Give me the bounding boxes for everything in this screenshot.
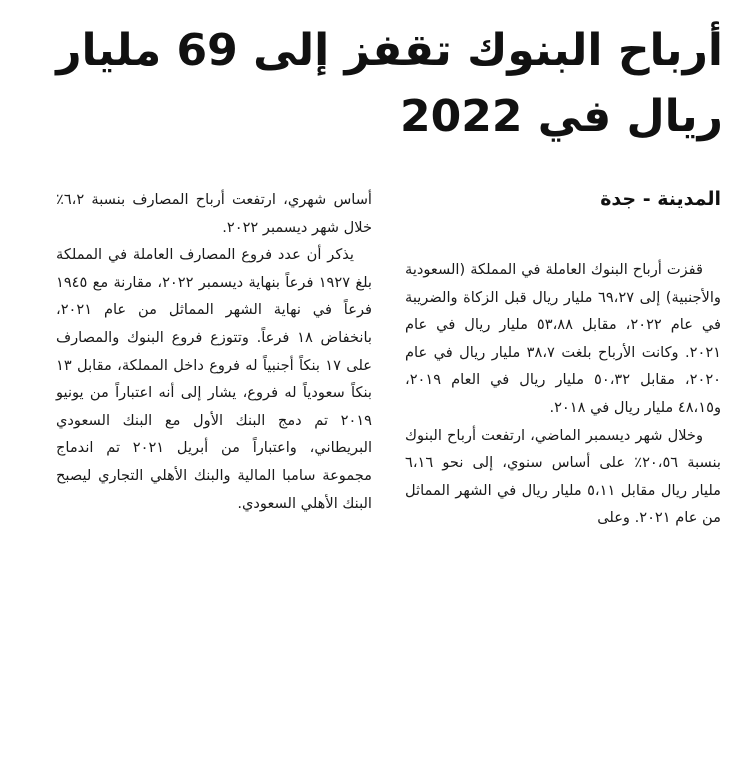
article-headline: أرباح البنوك تقفز إلى 69 مليار ريال في 2022 [56, 25, 723, 142]
article-column-left [56, 186, 372, 517]
body-paragraph: يذكر أن عدد فروع المصارف العاملة في المملكة بلغ ١٩٢٧ فرعاً بنهاية ديسمبر ٢٠٢٢، مقارنة مع ١٩٤٥ فرعاً في نهاية الشهر المماثل من عام ٢٠٢١، بانخفاض ١٨ فرعاً. وتتوزع فروع البنوك والمصارف على ١٧ بنكاً أجنبياً له فروع داخل المملكة، مقابل ١٣ بنكاً سعودياً له فروع، يشار إلى أنه اعتباراً من يونيو ٢٠١٩ تم دمج البنك الأول مع البنك السعودي البريطاني، واعتباراً من أبريل ٢٠٢١ تم اندماج مجموعة سامبا المالية والبنك الأهلي التجاري ليصبح البنك الأهلي السعودي. [56, 246, 373, 512]
dateline: المدينة - جدة [600, 188, 721, 210]
body-paragraph: قفزت أرباح البنوك العاملة في المملكة (السعودية والأجنبية) إلى ٦٩،٢٧ مليار ريال قبل الزكاة والضريبة في عام ٢٠٢٢، مقابل ٥٣،٨٨ مليار ريال في عام ٢٠٢١. وكانت الأرباح بلغت ٣٨،٧ مليار ريال في عام ٢٠٢٠، مقابل ٥٠،٣٢ مليار ريال في العام ٢٠١٩، و٤٨،١٥ مليار ريال في ٢٠١٨. [405, 261, 722, 416]
body-paragraph: أساس شهري، ارتفعت أرباح المصارف بنسبة ٦،٢٪ خلال شهر ديسمبر ٢٠٢٢. [56, 191, 372, 236]
body-paragraph: وخلال شهر ديسمبر الماضي، ارتفعت أرباح البنوك بنسبة ٢٠،٥٦٪ على أساس سنوي، إلى نحو ٦،١٦ مليار ريال مقابل ٥،١١ مليار ريال في الشهر المماثل من عام ٢٠٢١. وعلى [405, 426, 721, 527]
article-column-right [405, 184, 721, 532]
